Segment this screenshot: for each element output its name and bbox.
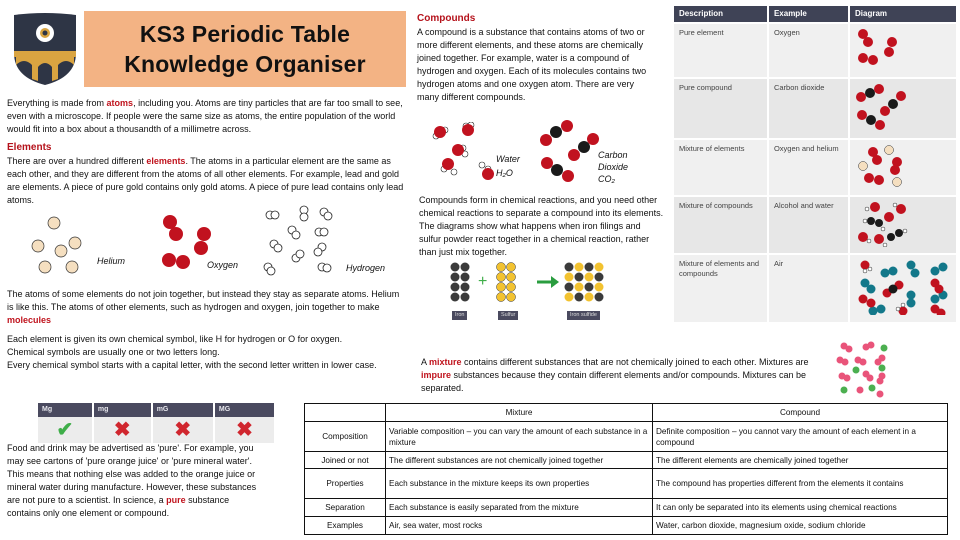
row-label: Properties	[305, 469, 386, 499]
cross-icon: ✖	[214, 417, 275, 443]
description-cell: Mixture of compounds	[673, 196, 768, 255]
compound-cell: Definite composition – you cannot vary the amount of each element in a compound	[653, 422, 948, 452]
table-row	[305, 517, 948, 535]
column-header-blank	[305, 404, 386, 422]
text: contains different substances that are not chemically joined to each other. Mixtures are	[461, 357, 809, 367]
row-label: Separation	[305, 499, 386, 517]
mixture-of-compounds-diagram	[849, 196, 957, 255]
elements-paragraph	[7, 155, 407, 207]
mixture-cell: Each substance is easily separated from the mixture	[386, 499, 653, 517]
cross-icon: ✖	[93, 417, 152, 443]
symbol-header: Mg	[38, 403, 93, 417]
carbon-dioxide-label	[598, 149, 628, 185]
text: substances because they contain different elements and/or compounds. Mixtures can be separated.	[421, 370, 807, 393]
iron-sulfur-reaction-diagram	[445, 262, 615, 324]
symbol-header: mG	[152, 403, 214, 417]
table-row	[673, 254, 957, 323]
compounds-paragraph: A compound is a substance that contains atoms of two or more different elements, and these atoms are chemically joined together. For example, water is a compound of hydrogen and oxygen. Each of its molecules contains two hydrogen atoms and one oxygen atom. There are very many different compounds.	[417, 27, 647, 102]
description-cell: Mixture of elements	[673, 139, 768, 196]
text: A	[421, 357, 430, 367]
description-cell: Pure compound	[673, 78, 768, 139]
mixture-paragraph	[421, 356, 811, 395]
atoms-paragraph	[7, 97, 407, 136]
svg-text:+: +	[478, 273, 488, 290]
oxygen-label: Oxygen	[207, 260, 239, 270]
hydrogen-label: Hydrogen	[346, 263, 386, 273]
compound-cell: It can only be separated into its elements using chemical reactions	[653, 499, 948, 517]
mixture-cell: The different substances are not chemically joined together	[386, 452, 653, 469]
pure-compound-diagram	[849, 78, 957, 139]
water-label: Water	[496, 154, 520, 164]
text: substance contains only one element or compound.	[7, 495, 230, 518]
helium-diagram	[30, 215, 100, 275]
compound-cell: The different elements are chemically joined together	[653, 452, 948, 469]
text: The atoms of some elements do not join together, but instead they stay as separate atoms. Helium is like this. The atoms of other elements, such as hydrogen and oxygen, join together to make	[7, 289, 400, 312]
school-crest-icon	[10, 11, 80, 87]
carbon-dioxide-diagram	[540, 120, 600, 185]
keyword-atoms: atoms	[106, 98, 134, 108]
molecules-paragraph	[7, 288, 407, 327]
water-formula: H₂O	[496, 168, 513, 178]
table-row	[673, 78, 957, 139]
title-line-1: KS3 Periodic Table	[139, 21, 351, 47]
example-cell: Alcohol and water	[768, 196, 849, 255]
text: There are over a hundred different	[7, 156, 147, 166]
keyword-impure: impure	[421, 370, 452, 380]
column-header-mixture: Mixture	[386, 404, 653, 422]
keyword-elements: elements	[146, 156, 186, 166]
compounds-heading: Compounds	[417, 13, 476, 24]
text: Everything is made from	[7, 98, 107, 108]
page-title	[84, 11, 406, 87]
column-header-example: Example	[768, 5, 849, 23]
mixture-cell: Air, sea water, most rocks	[386, 517, 653, 535]
table-row	[673, 139, 957, 196]
compound-cell: Water, carbon dioxide, magnesium oxide, sodium chloride	[653, 517, 948, 535]
row-label: Examples	[305, 517, 386, 535]
table-row	[673, 23, 957, 78]
text: , including you. Atoms are tiny particles that are far too small to see, even with a microscope. If people were the same size as atoms, the entire population of the world would fit into a box about a thousandth of a millimetre across.	[7, 98, 403, 134]
table-row	[305, 422, 948, 452]
description-cell: Pure element	[673, 23, 768, 78]
mixture-of-elements-diagram	[849, 139, 957, 196]
keyword-molecules: molecules	[7, 315, 52, 325]
elements-heading: Elements	[7, 142, 52, 153]
keyword-mixture: mixture	[429, 357, 462, 367]
reactions-paragraph: Compounds form in chemical reactions, and you need other chemical reactions to separate a compound into its elements. The diagrams show what happens when iron filings and sulfur powder react together in a chemical reaction, rather than just mix together.	[419, 195, 664, 257]
cross-icon: ✖	[152, 417, 214, 443]
symbols-line-1: Each element is given its own chemical symbol, like H for hydrogen or O for oxygen.	[7, 334, 343, 344]
row-label: Joined or not	[305, 452, 386, 469]
co2-label-line-2: Dioxide	[598, 162, 629, 172]
row-label: Composition	[305, 422, 386, 452]
mixture-diagram	[836, 340, 891, 398]
pure-element-diagram	[849, 23, 957, 78]
iron-sulfide-label: Iron sulfide	[567, 311, 600, 320]
iron-label: Iron	[452, 311, 467, 320]
hydrogen-diagram	[262, 205, 347, 277]
example-cell: Air	[768, 254, 849, 323]
mixture-compound-comparison-table	[304, 403, 948, 535]
table-row	[673, 196, 957, 255]
co2-formula: CO₂	[598, 174, 615, 184]
symbols-line-3: Every chemical symbol starts with a capital letter, with the second letter written in lower case.	[7, 360, 377, 370]
example-cell: Carbon dioxide	[768, 78, 849, 139]
check-icon: ✔	[38, 417, 93, 443]
symbol-header: mg	[93, 403, 152, 417]
example-cell: Oxygen and helium	[768, 139, 849, 196]
pure-paragraph	[7, 442, 262, 520]
compound-cell: The compound has properties different from the elements it contains	[653, 469, 948, 499]
helium-label: Helium	[97, 256, 126, 266]
text: . The atoms in a particular element are the same as each other, and they are different from the atoms of all other elements. For example, lead and gold are elements. A piece of pure gold contains only gold atoms. A piece of pure lead contains only lead atoms.	[7, 156, 404, 205]
sulfur-label: Sulfur	[498, 311, 518, 320]
symbol-case-table	[38, 403, 276, 443]
mixture-cell: Each substance in the mixture keeps its own properties	[386, 469, 653, 499]
description-cell: Mixture of elements and compounds	[673, 254, 768, 323]
column-header-compound: Compound	[653, 404, 948, 422]
table-row	[305, 499, 948, 517]
text: Food and drink may be advertised as 'pure'. For example, you may see cartons of 'pure orange juice' or 'pure mineral water'. This means that nothing else was added to the orange juice or mineral water during manufacture. However, these substances are not pure to a scientist. In science, a	[7, 443, 257, 505]
substance-types-table	[672, 4, 958, 324]
column-header-diagram: Diagram	[849, 5, 957, 23]
symbols-paragraph	[7, 333, 412, 372]
co2-label-line-1: Carbon	[598, 150, 628, 160]
title-line-2: Knowledge Organiser	[124, 51, 366, 77]
table-row	[305, 452, 948, 469]
mixture-cell: Variable composition – you can vary the amount of each substance in a mixture	[386, 422, 653, 452]
water-diagram	[430, 122, 495, 182]
keyword-pure: pure	[166, 495, 186, 505]
column-header-description: Description	[673, 5, 768, 23]
symbols-line-2: Chemical symbols are usually one or two letters long.	[7, 347, 220, 357]
mixture-of-elements-and-compounds-diagram	[849, 254, 957, 323]
table-row	[305, 469, 948, 499]
symbol-header: MG	[214, 403, 275, 417]
example-cell: Oxygen	[768, 23, 849, 78]
